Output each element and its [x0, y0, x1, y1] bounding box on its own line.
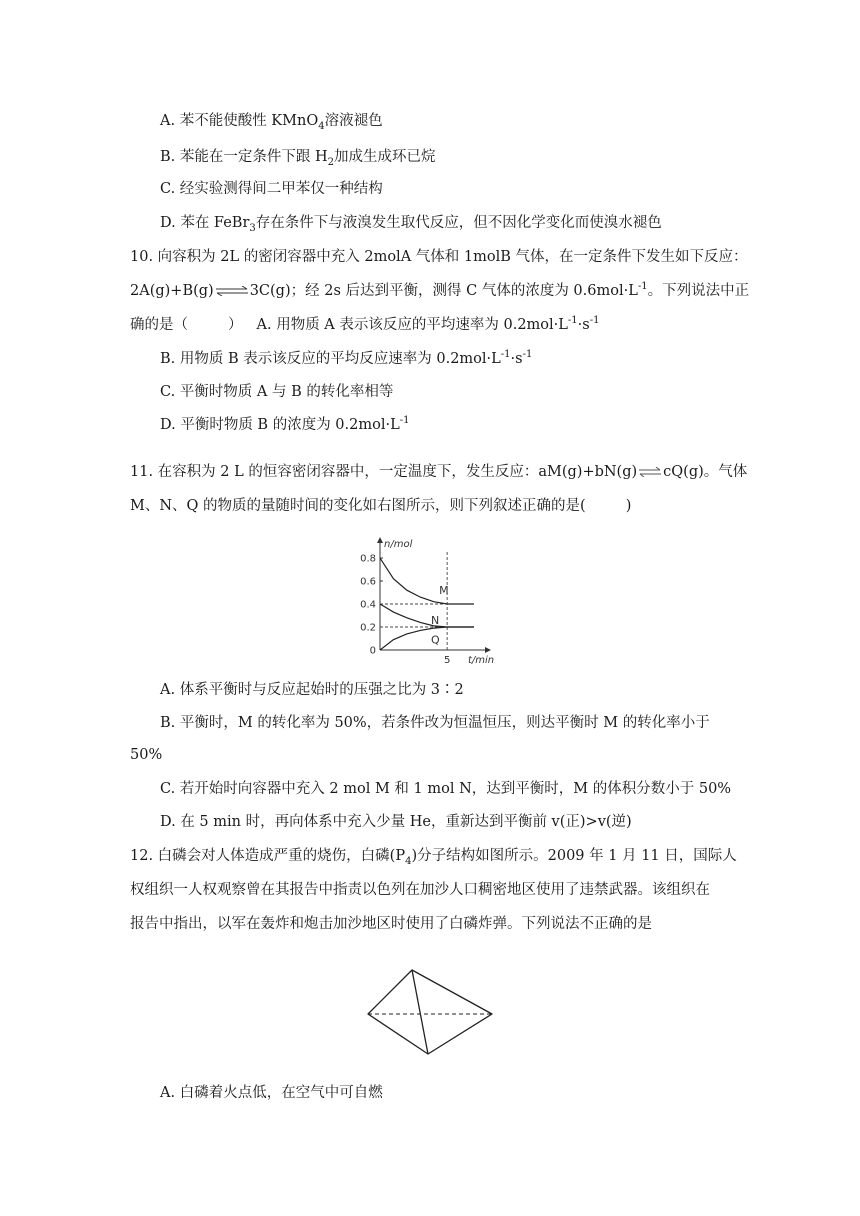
y-tick-label: 0.4 — [360, 599, 376, 611]
series-label: M — [439, 584, 449, 598]
q11-option-b: B. 平衡时，M 的转化率为 50%，若条件改为恒温恒压，则达平衡时 M 的转化率小于 — [160, 715, 710, 731]
question-number: 11. — [130, 464, 154, 480]
q11-option-b-cont: 50% — [130, 747, 163, 763]
equilibrium-arrow-icon — [215, 286, 249, 296]
q9-option-c: C. 经实验测得间二甲苯仅一种结构 — [160, 181, 383, 197]
q10-option-c: C. 平衡时物质 A 与 B 的转化率相等 — [160, 384, 394, 400]
x-axis-label: t/min — [468, 655, 495, 666]
q9-option-a: A. 苯不能使酸性 KMnO$_4$溶液褪色 — [160, 113, 383, 132]
q11-option-d: D. 在 5 min 时，再向体系中充入少量 He，重新达到平衡前 v(正)>v(逆) — [160, 814, 632, 830]
series-line-M — [380, 558, 474, 604]
y-tick-label: 0 — [369, 645, 376, 657]
q9-option-b: B. 苯能在一定条件下跟 $H_2$加成生成环已烷 — [160, 149, 436, 168]
series-line-Q — [380, 627, 474, 650]
q10-stem-line3: 确的是（ ） A. 用物质 A 表示该反应的平均速率为 $0.2mol\cdot L^{-1}\cdot s^{-1}$ — [130, 315, 600, 333]
y-tick-label: 0.6 — [360, 576, 376, 588]
q11-option-c: C. 若开始时向容器中充入 2 mol M 和 1 mol N，达到平衡时，M 的体积分数小于 50% — [160, 781, 732, 797]
q10-option-d: D. 平衡时物质 B 的浓度为 $0.2mol\cdot L^{-1}$ — [160, 415, 410, 433]
x-tick-label: 5 — [443, 655, 451, 666]
q11-stem-line2: M、N、Q 的物质的量随时间的变化如右图所示，则下列叙述正确的是( ) — [130, 498, 632, 514]
q10-stem-line1: 10. 向容积为 2L 的密闭容器中充入 2molA 气体和 1molB 气体，在一定条件下发生如下反应： — [130, 249, 748, 265]
q12-option-a: A. 白磷着火点低，在空气中可自燃 — [160, 1085, 383, 1101]
q12-stem-line2: 权组织一人权观察曾在其报告中指责以色列在加沙人口稠密地区使用了违禁武器。该组织在 — [130, 882, 710, 898]
q11-stem-line1: 11. 在容积为 2 L 的恒容密闭容器中，一定温度下，发生反应：aM(g)+bN(g) cQ(g)。气体 — [130, 464, 748, 480]
y-axis-label: n/mol — [384, 539, 413, 550]
white-phosphorus-tetrahedron-diagram — [364, 968, 496, 1058]
q12-stem-line1: 12. 白磷会对人体造成严重的烧伤，白磷$(P_4)$分子结构如图所示。2009 年 1 月 11 日，国际人 — [130, 848, 737, 867]
q10-option-b: B. 用物质 B 表示该反应的平均反应速率为 $0.2mol\cdot L^{-1}\cdot s^{-1}$ — [160, 349, 533, 367]
q11-option-a: A. 体系平衡时与反应起始时的压强之比为 3∶2 — [160, 682, 464, 698]
question-number: 10. — [130, 249, 154, 265]
q9-option-d: D. 苯在 FeBr$_3$存在条件下与液溴发生取代反应，但不因化学变化而使溴水褪色 — [160, 215, 662, 234]
question-number: 12. — [130, 848, 154, 864]
series-label: Q — [431, 633, 440, 647]
equilibrium-arrow-icon — [638, 467, 662, 477]
y-tick-label: 0.2 — [360, 622, 376, 634]
series-label: N — [431, 614, 440, 628]
q10-stem-line2: 2A(g)+B(g) 3C(g)；经 2s 后达到平衡，测得 C 气体的浓度为 $0.6mol\cdot L^{-1}$。下列说法中正 — [130, 281, 750, 299]
q12-stem-line3: 报告中指出，以军在轰炸和炮击加沙地区时使用了白磷炸弹。下列说法不正确的是 — [130, 916, 652, 932]
series-line-N — [380, 604, 474, 627]
mole-vs-time-chart — [350, 532, 510, 672]
y-tick-label: 0.8 — [360, 553, 376, 565]
q10-option-a: A. 用物质 A 表示该反应的平均速率为 $0.2mol\cdot L^{-1}\cdot s^{-1}$ — [256, 315, 600, 333]
